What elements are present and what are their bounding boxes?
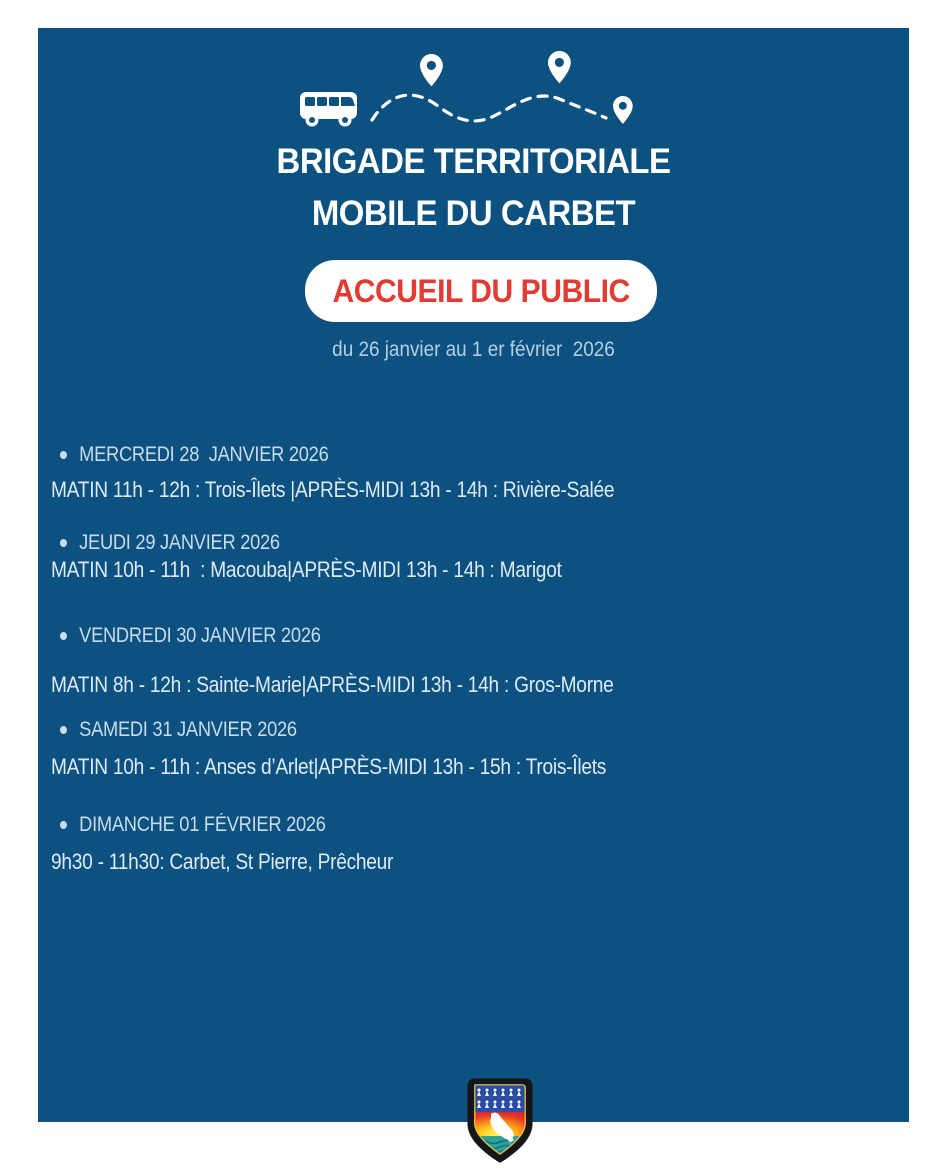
title-line-1: BRIGADE TERRITORIALE [276, 142, 671, 181]
bullet-icon [60, 726, 67, 734]
schedule-date: MERCREDI 28 JANVIER 2026 [79, 443, 329, 466]
schedule-date-line [60, 531, 280, 555]
schedule-date: SAMEDI 31 JANVIER 2026 [79, 718, 297, 741]
schedule-item [38, 718, 909, 798]
title-line-2: MOBILE DU CARBET [311, 194, 636, 233]
schedule-date: VENDREDI 30 JANVIER 2026 [79, 624, 321, 647]
schedule-list [38, 28, 909, 1122]
schedule-item [38, 531, 909, 611]
schedule-date: JEUDI 29 JANVIER 2026 [79, 531, 280, 554]
bullet-icon [60, 451, 67, 459]
schedule-detail: MATIN 8h - 12h : Sainte-Marie|APRÈS-MIDI 13h - 14h : Gros-Morne [51, 672, 614, 697]
schedule-item [38, 624, 909, 704]
schedule-detail: 9h30 - 11h30: Carbet, St Pierre, Prêcheur [51, 849, 394, 874]
schedule-date-line [60, 624, 321, 648]
schedule-item [38, 813, 909, 893]
bullet-icon [60, 632, 67, 640]
badge-label: ACCUEIL DU PUBLIC [332, 272, 630, 309]
bullet-icon [60, 821, 67, 829]
schedule-date-line [60, 718, 297, 742]
blue-card [38, 28, 909, 1122]
schedule-item [38, 443, 909, 523]
schedule-date: DIMANCHE 01 FÉVRIER 2026 [79, 813, 326, 836]
schedule-detail: MATIN 10h - 11h : Anses d’Arlet|APRÈS-MIDI 13h - 15h : Trois-Îlets [51, 754, 607, 779]
bullet-icon [60, 539, 67, 547]
schedule-detail: MATIN 10h - 11h : Macouba|APRÈS-MIDI 13h - 14h : Marigot [51, 557, 562, 582]
schedule-date-line [60, 813, 326, 837]
date-range-subtitle: du 26 janvier au 1 er février 2026 [332, 338, 615, 361]
schedule-date-line [60, 443, 328, 467]
schedule-detail: MATIN 11h - 12h : Trois-Îlets |APRÈS-MIDI 13h - 14h : Rivière-Salée [51, 477, 615, 502]
martinique-coat-of-arms-icon [464, 1076, 536, 1164]
